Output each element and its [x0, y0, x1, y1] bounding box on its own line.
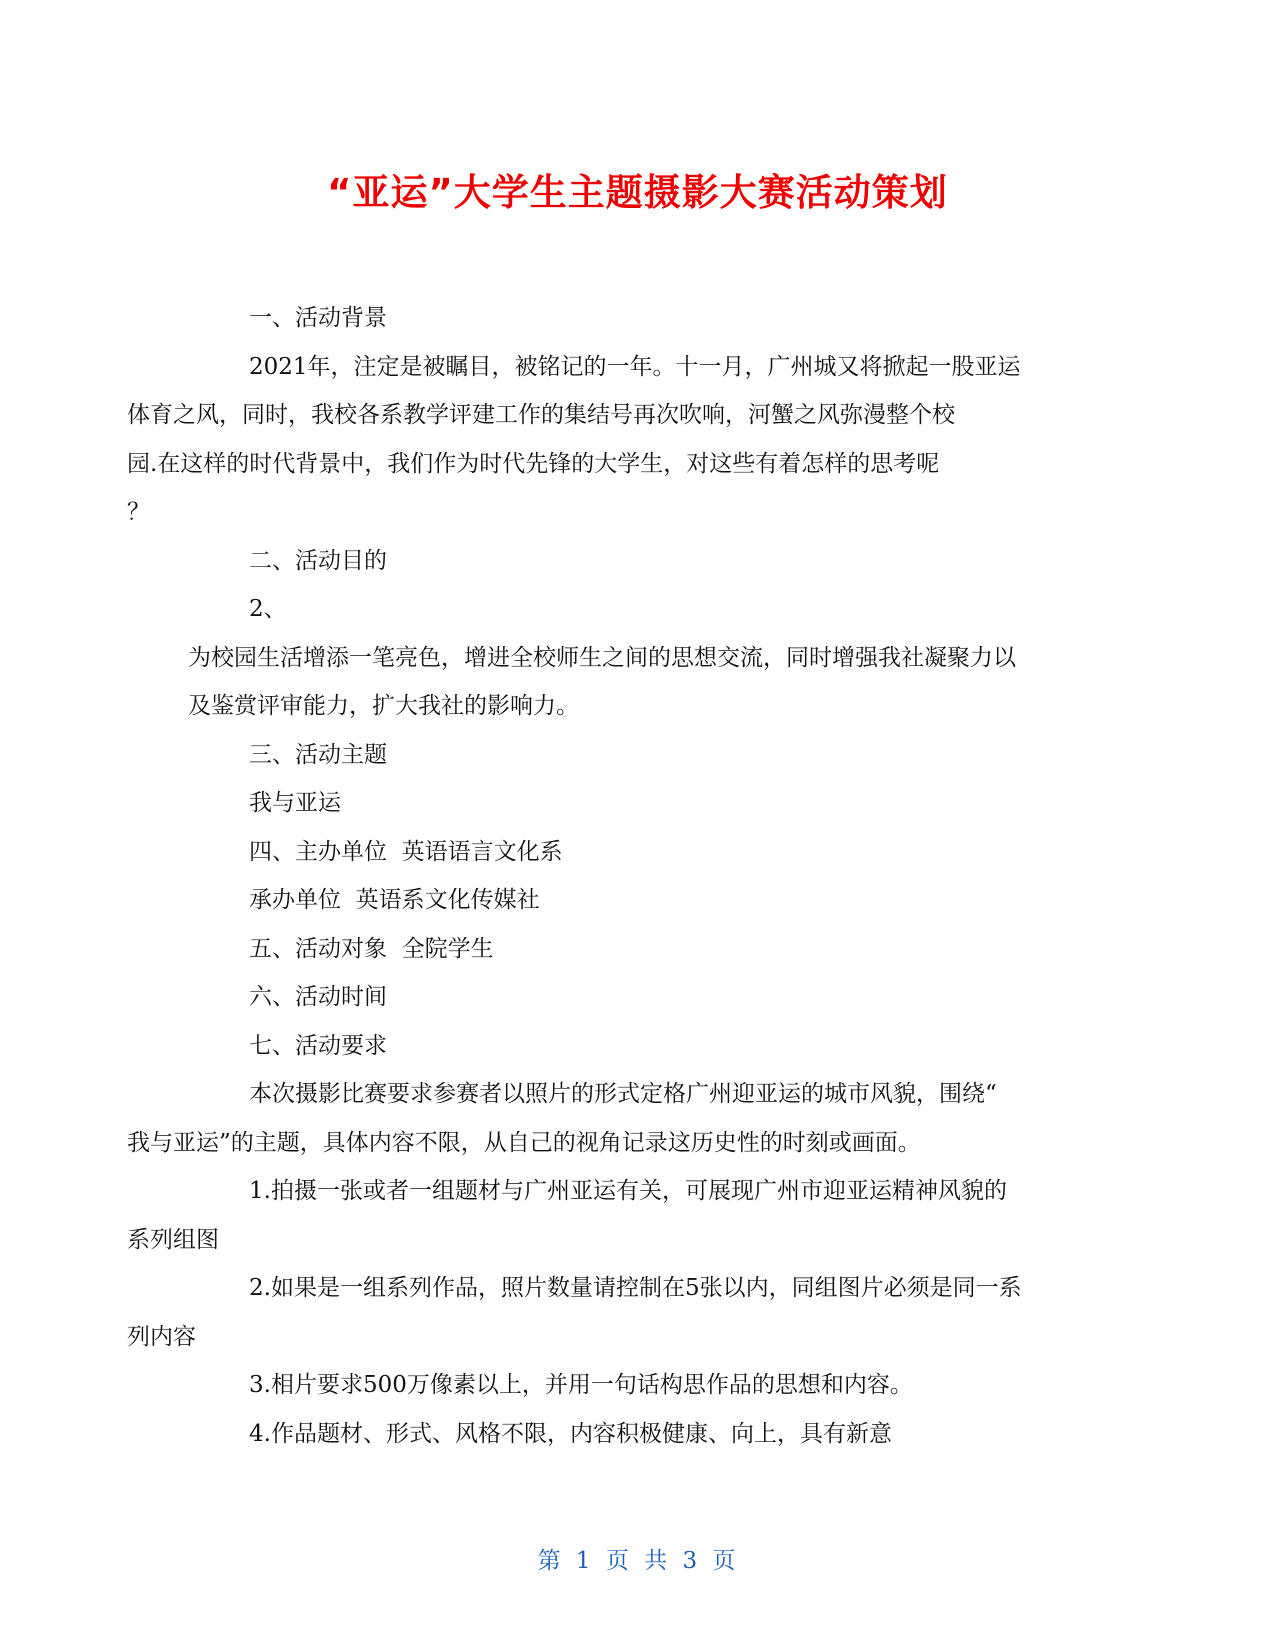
text-line: 七、活动要求: [249, 1032, 387, 1059]
text-line: 1.拍摄一张或者一组题材与广州亚运有关，可展现广州市迎亚运精神风貌的: [249, 1178, 1007, 1204]
text-line: 列内容: [127, 1323, 196, 1350]
paragraph-purpose-number: [188, 585, 1088, 634]
text-line: 四、主办单位 英语语言文化系: [249, 838, 563, 865]
text-line: 我与亚运: [249, 790, 341, 816]
section-heading-audience: [188, 925, 1088, 974]
requirement-item-1: [127, 1167, 1088, 1264]
text-line: 本次摄影比赛要求参赛者以照片的形式定格广州迎亚运的城市风貌，围绕“: [249, 1081, 997, 1107]
paragraph-co-organizer: [188, 876, 1088, 925]
text-line: 及鉴赏评审能力，扩大我社的影响力。: [188, 693, 579, 719]
requirement-item-4: [188, 1410, 1088, 1459]
text-line: ？: [127, 499, 150, 525]
document-body: [127, 294, 1088, 1458]
document-title: “亚运”大学生主题摄影大赛活动策划: [327, 171, 948, 214]
paragraph-requirements: [127, 1070, 1088, 1167]
text-line: 园.在这样的时代背景中，我们作为时代先锋的大学生，对这些有着怎样的思考呢: [127, 450, 940, 477]
text-line: 承办单位 英语系文化传媒社: [249, 887, 540, 913]
text-line: 2.如果是一组系列作品，照片数量请控制在5张以内，同组图片必须是同一系: [249, 1275, 1022, 1301]
page-number: 第 1 页 共 3 页: [537, 1548, 738, 1574]
section-heading-requirements: [188, 1022, 1088, 1071]
text-line: 为校园生活增添一笔亮色，增进全校师生之间的思想交流，同时增强我社凝聚力以: [188, 644, 1016, 671]
text-line: 3.相片要求500万像素以上，并用一句话构思作品的思想和内容。: [249, 1372, 913, 1398]
requirement-item-3: [188, 1361, 1088, 1410]
section-heading-background: [188, 294, 1088, 343]
section-heading-organizer: [188, 828, 1088, 877]
text-line: 4.作品题材、形式、风格不限，内容积极健康、向上，具有新意: [249, 1420, 892, 1447]
text-line: 三、活动主题: [249, 741, 387, 768]
text-line: 2021年，注定是被瞩目，被铭记的一年。十一月，广州城又将掀起一股亚运: [249, 353, 1021, 380]
paragraph-theme: [188, 779, 1088, 828]
text-line: 二、活动目的: [249, 547, 387, 574]
section-heading-time: [188, 973, 1088, 1022]
requirement-item-2: [127, 1264, 1088, 1361]
paragraph-background: [127, 343, 1088, 537]
paragraph-purpose: [188, 634, 1088, 731]
text-line: 系列组图: [127, 1226, 219, 1253]
text-line: 六、活动时间: [249, 984, 387, 1010]
section-heading-theme: [188, 731, 1088, 780]
text-line: 2、: [249, 596, 287, 622]
text-line: 我与亚运”的主题，具体内容不限，从自己的视角记录这历史性的时刻或画面。: [127, 1129, 921, 1156]
text-line: 体育之风，同时，我校各系教学评建工作的集结号再次吹响，河蟹之风弥漫整个校: [127, 402, 955, 428]
text-line: 一、活动背景: [249, 305, 387, 331]
section-heading-purpose: [188, 537, 1088, 586]
text-line: 五、活动对象 全院学生: [249, 935, 494, 962]
